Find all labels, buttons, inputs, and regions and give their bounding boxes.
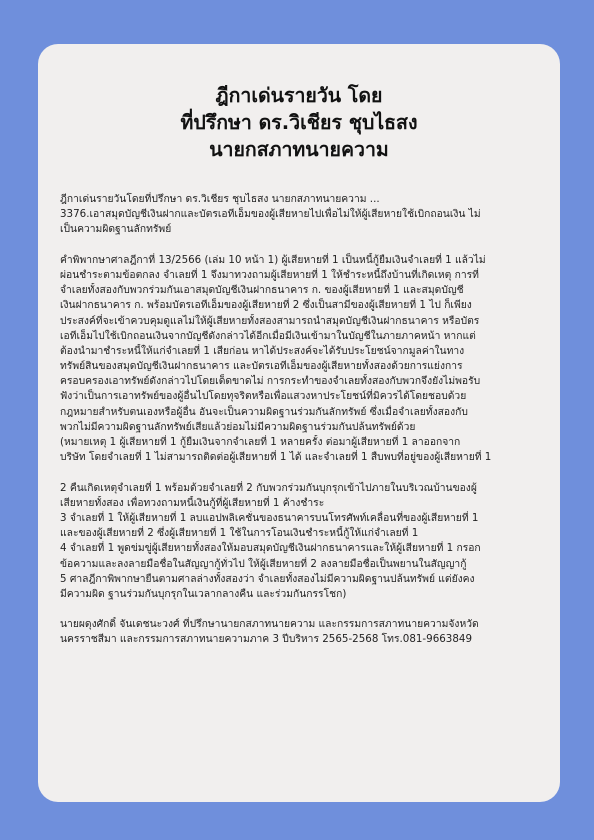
note-line: เสียหายทั้งสอง เพื่อทวงถามหนี้เงินกู้ที่ผู้เสียหายที่ 1 ค้างชำระ	[60, 496, 325, 509]
judgment-line: กฎหมายสำหรับตนเองหรือผู้อื่น อันจะเป็นความผิดฐานร่วมกันลักทรัพย์ ซึ่งเมื่อจำเลยทั้งสองกับ	[60, 405, 468, 418]
intro-line: เป็นความผิดฐานลักทรัพย์	[60, 223, 172, 236]
paragraph-gap	[60, 238, 550, 253]
intro-line: 3376.เอาสมุดบัญชีเงินฝากและบัตรเอทีเอ็มของผู้เสียหายไปเพื่อไม่ให้ผู้เสียหายใช้เบิกถอนเงิน ไม่	[60, 208, 481, 221]
judgment-line: ผ่อนชำระตามข้อตกลง จำเลยที่ 1 จึงมาทวงถามผู้เสียหายที่ 1 ให้ชำระหนี้ถึงบ้านที่เกิดเหตุ การที่	[60, 268, 479, 281]
page-title	[38, 82, 560, 163]
note-line: 5 ศาลฎีกาพิพากษายืนตามศาลล่างทั้งสองว่า จำเลยทั้งสองไม่มีความผิดฐานปล้นทรัพย์ แต่ยังคง	[60, 572, 475, 585]
article-card	[38, 44, 560, 802]
judgment-line: ต้องนำมาชำระหนี้ให้แก่จำเลยที่ 1 เสียก่อน หาได้ประสงค์จะได้รับประโยชน์จากมูลค่าในทาง	[60, 344, 465, 357]
judgment-line: ฟังว่าเป็นการเอาทรัพย์ของผู้อื่นไปโดยทุจริตหรือเพื่อแสวงหาประโยชน์ที่มิควรได้โดยชอบด้วย	[60, 390, 467, 403]
intro-line: ฎีกาเด่นรายวันโดยที่ปรึกษา ดร.วิเชียร ชุบไธสง นายกสภาทนายความ ...	[60, 193, 380, 205]
note-line: ข้อความและลงลายมือชื่อในสัญญากู้ทั่วไป ให้ผู้เสียหายที่ 2 ลงลายมือชื่อเป็นพยานในสัญญากู้	[60, 557, 467, 570]
title-line: ฎีกาเด่นรายวัน โดย	[215, 84, 383, 107]
note-line: 2 คืนเกิดเหตุจำเลยที่ 1 พร้อมด้วยจำเลยที่ 2 กับพวกร่วมกันบุกรุกเข้าไปภายในบริเวณบ้านของผู้	[60, 481, 477, 494]
note-line: 4 จำเลยที่ 1 พูดข่มขู่ผู้เสียหายทั้งสองให้มอบสมุดบัญชีเงินฝากธนาคารและให้ผู้เสียหายที่ 1 กรอก	[60, 542, 481, 555]
note-line: มีความผิด ฐานร่วมกันบุกรุกในเวลากลางคืน และร่วมกันกรรโชก)	[60, 587, 347, 600]
judgment-line: เงินฝากธนาคาร ก. พร้อมบัตรเอทีเอ็มของผู้เสียหายที่ 2 ซึ่งเป็นสามีของผู้เสียหายที่ 1 ไป ก็เพียง	[60, 299, 472, 312]
title-line: นายกสภาทนายความ	[209, 138, 389, 161]
judgment-line: คำพิพากษาศาลฎีกาที่ 13/2566 (เล่ม 10 หน้า 1) ผู้เสียหายที่ 1 เป็นหนี้กู้ยืมเงินจำเลยที่ 1 แล้วไม่	[60, 253, 486, 266]
signature-line: นครราชสีมา และกรรมการสภาทนายความภาค 3 ปีบริหาร 2565-2568 โทร.081-9663849	[60, 633, 473, 646]
judgment-line: ประสงค์ที่จะเข้าควบคุมดูแลไม่ให้ผู้เสียหายทั้งสองสามารถนำสมุดบัญชีเงินฝากธนาคาร หรือบัตร	[60, 314, 480, 327]
judgment-line: จำเลยทั้งสองกับพวกร่วมกันเอาสมุดบัญชีเงินฝากธนาคาร ก. ของผู้เสียหายที่ 1 และสมุดบัญชี	[60, 284, 464, 297]
title-line: ที่ปรึกษา ดร.วิเชียร ชุบไธสง	[180, 111, 418, 134]
judgment-line: ครอบครองเอาทรัพย์ดังกล่าวไปโดยเด็ดขาดไม่ การกระทำของจำเลยทั้งสองกับพวกจึงยังไม่พอรับ	[60, 375, 481, 388]
article-body	[60, 192, 550, 648]
paragraph-gap	[60, 465, 550, 480]
note-line: (หมายเหตุ 1 ผู้เสียหายที่ 1 กู้ยืมเงินจากจำเลยที่ 1 หลายครั้ง ต่อมาผู้เสียหายที่ 1 ลาออกจาก	[60, 436, 461, 448]
judgment-line: พวกไม่มีความผิดฐานลักทรัพย์เสียแล้วย่อมไม่มีความผิดฐานร่วมกันปล้นทรัพย์ด้วย	[60, 420, 416, 433]
note-line: บริษัท โดยจำเลยที่ 1 ไม่สามารถติดต่อผู้เสียหายที่ 1 ได้ และจำเลยที่ 1 สืบพบที่อยู่ของผู้เสียหายที่ 1	[60, 451, 492, 464]
note-line: และของผู้เสียหายที่ 2 ซึ่งผู้เสียหายที่ 1 ใช้ในการโอนเงินชำระหนี้กู้ให้แก่จำเลยที่ 1	[60, 527, 419, 540]
paragraph-gap	[60, 602, 550, 617]
signature-line: นายผดุงศักดิ์ จันเดชนะวงศ์ ที่ปรึกษานายกสภาทนายความ และกรรมการสภาทนายความจังหวัด	[60, 618, 479, 631]
note-line: 3 จำเลยที่ 1 ให้ผู้เสียหายที่ 1 ลบแอปพลิเคชั่นของธนาคารบนโทรศัพท์เคลื่อนที่ของผู้เสียหายที่ 1	[60, 511, 479, 524]
judgment-line: เอทีเอ็มไปใช้เบิกถอนเงินจากบัญชีดังกล่าวได้อีกเมื่อมีเงินเข้ามาในบัญชีในภายภาคหน้า หากแต่	[60, 329, 476, 342]
judgment-line: ทรัพย์สินของสมุดบัญชีเงินฝากธนาคาร และบัตรเอทีเอ็มของผู้เสียหายทั้งสองด้วยการแย่งการ	[60, 360, 463, 373]
